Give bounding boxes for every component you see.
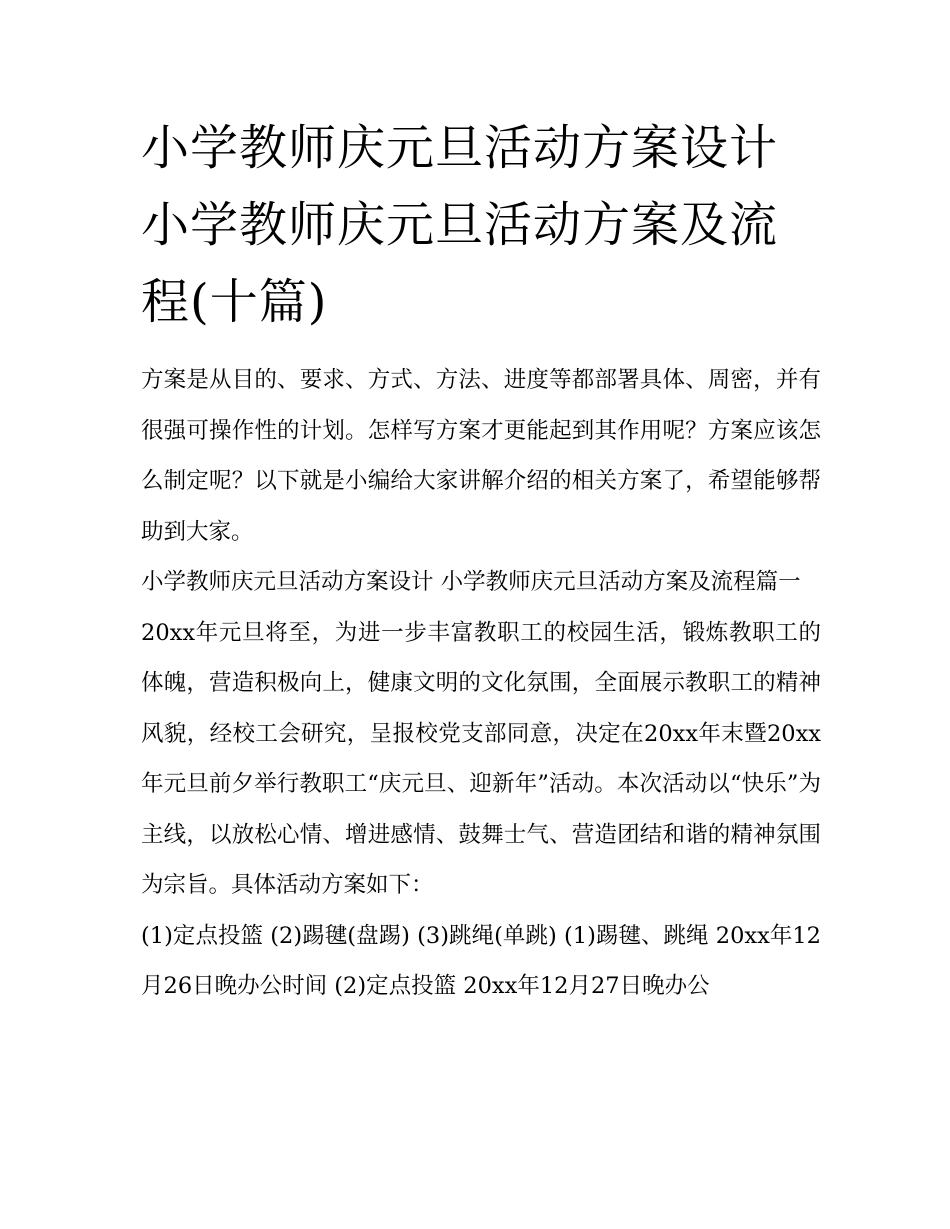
document-page [141,110,821,1012]
document-title: 小学教师庆元旦活动方案设计 小学教师庆元旦活动方案及流程(十篇) [141,120,779,330]
schedule-paragraph: (1)定点投篮 (2)踢毽(盘踢) (3)跳绳(单跳) (1)踢毽、跳绳 20xx年12月26日晚办公时间 (2)定点投篮 20xx年12月27日晚办公 [141,922,821,999]
intro-paragraph: 方案是从目的、要求、方式、方法、进度等都部署具体、周密，并有很强可操作性的计划。怎样写方案才更能起到其作用呢？方案应该怎么制定呢？以下就是小编给大家讲解介绍的相关方案了，希望能够帮助到大家。 [141,367,821,545]
body-paragraph: 20xx年元旦将至，为进一步丰富教职工的校园生活，锻炼教职工的体魄，营造积极向上，健康文明的文化氛围，全面展示教职工的精神风貌，经校工会研究，呈报校党支部同意，决定在20xx年末暨20xx年元旦前夕举行教职工“庆元旦、迎新年”活动。本次活动以“快乐”为主线，以放松心情、增进感情、鼓舞士气、营造团结和谐的精神氛围为宗旨。具体活动方案如下： [141,619,821,898]
section-heading: 小学教师庆元旦活动方案设计 小学教师庆元旦活动方案及流程篇一 [141,569,801,595]
